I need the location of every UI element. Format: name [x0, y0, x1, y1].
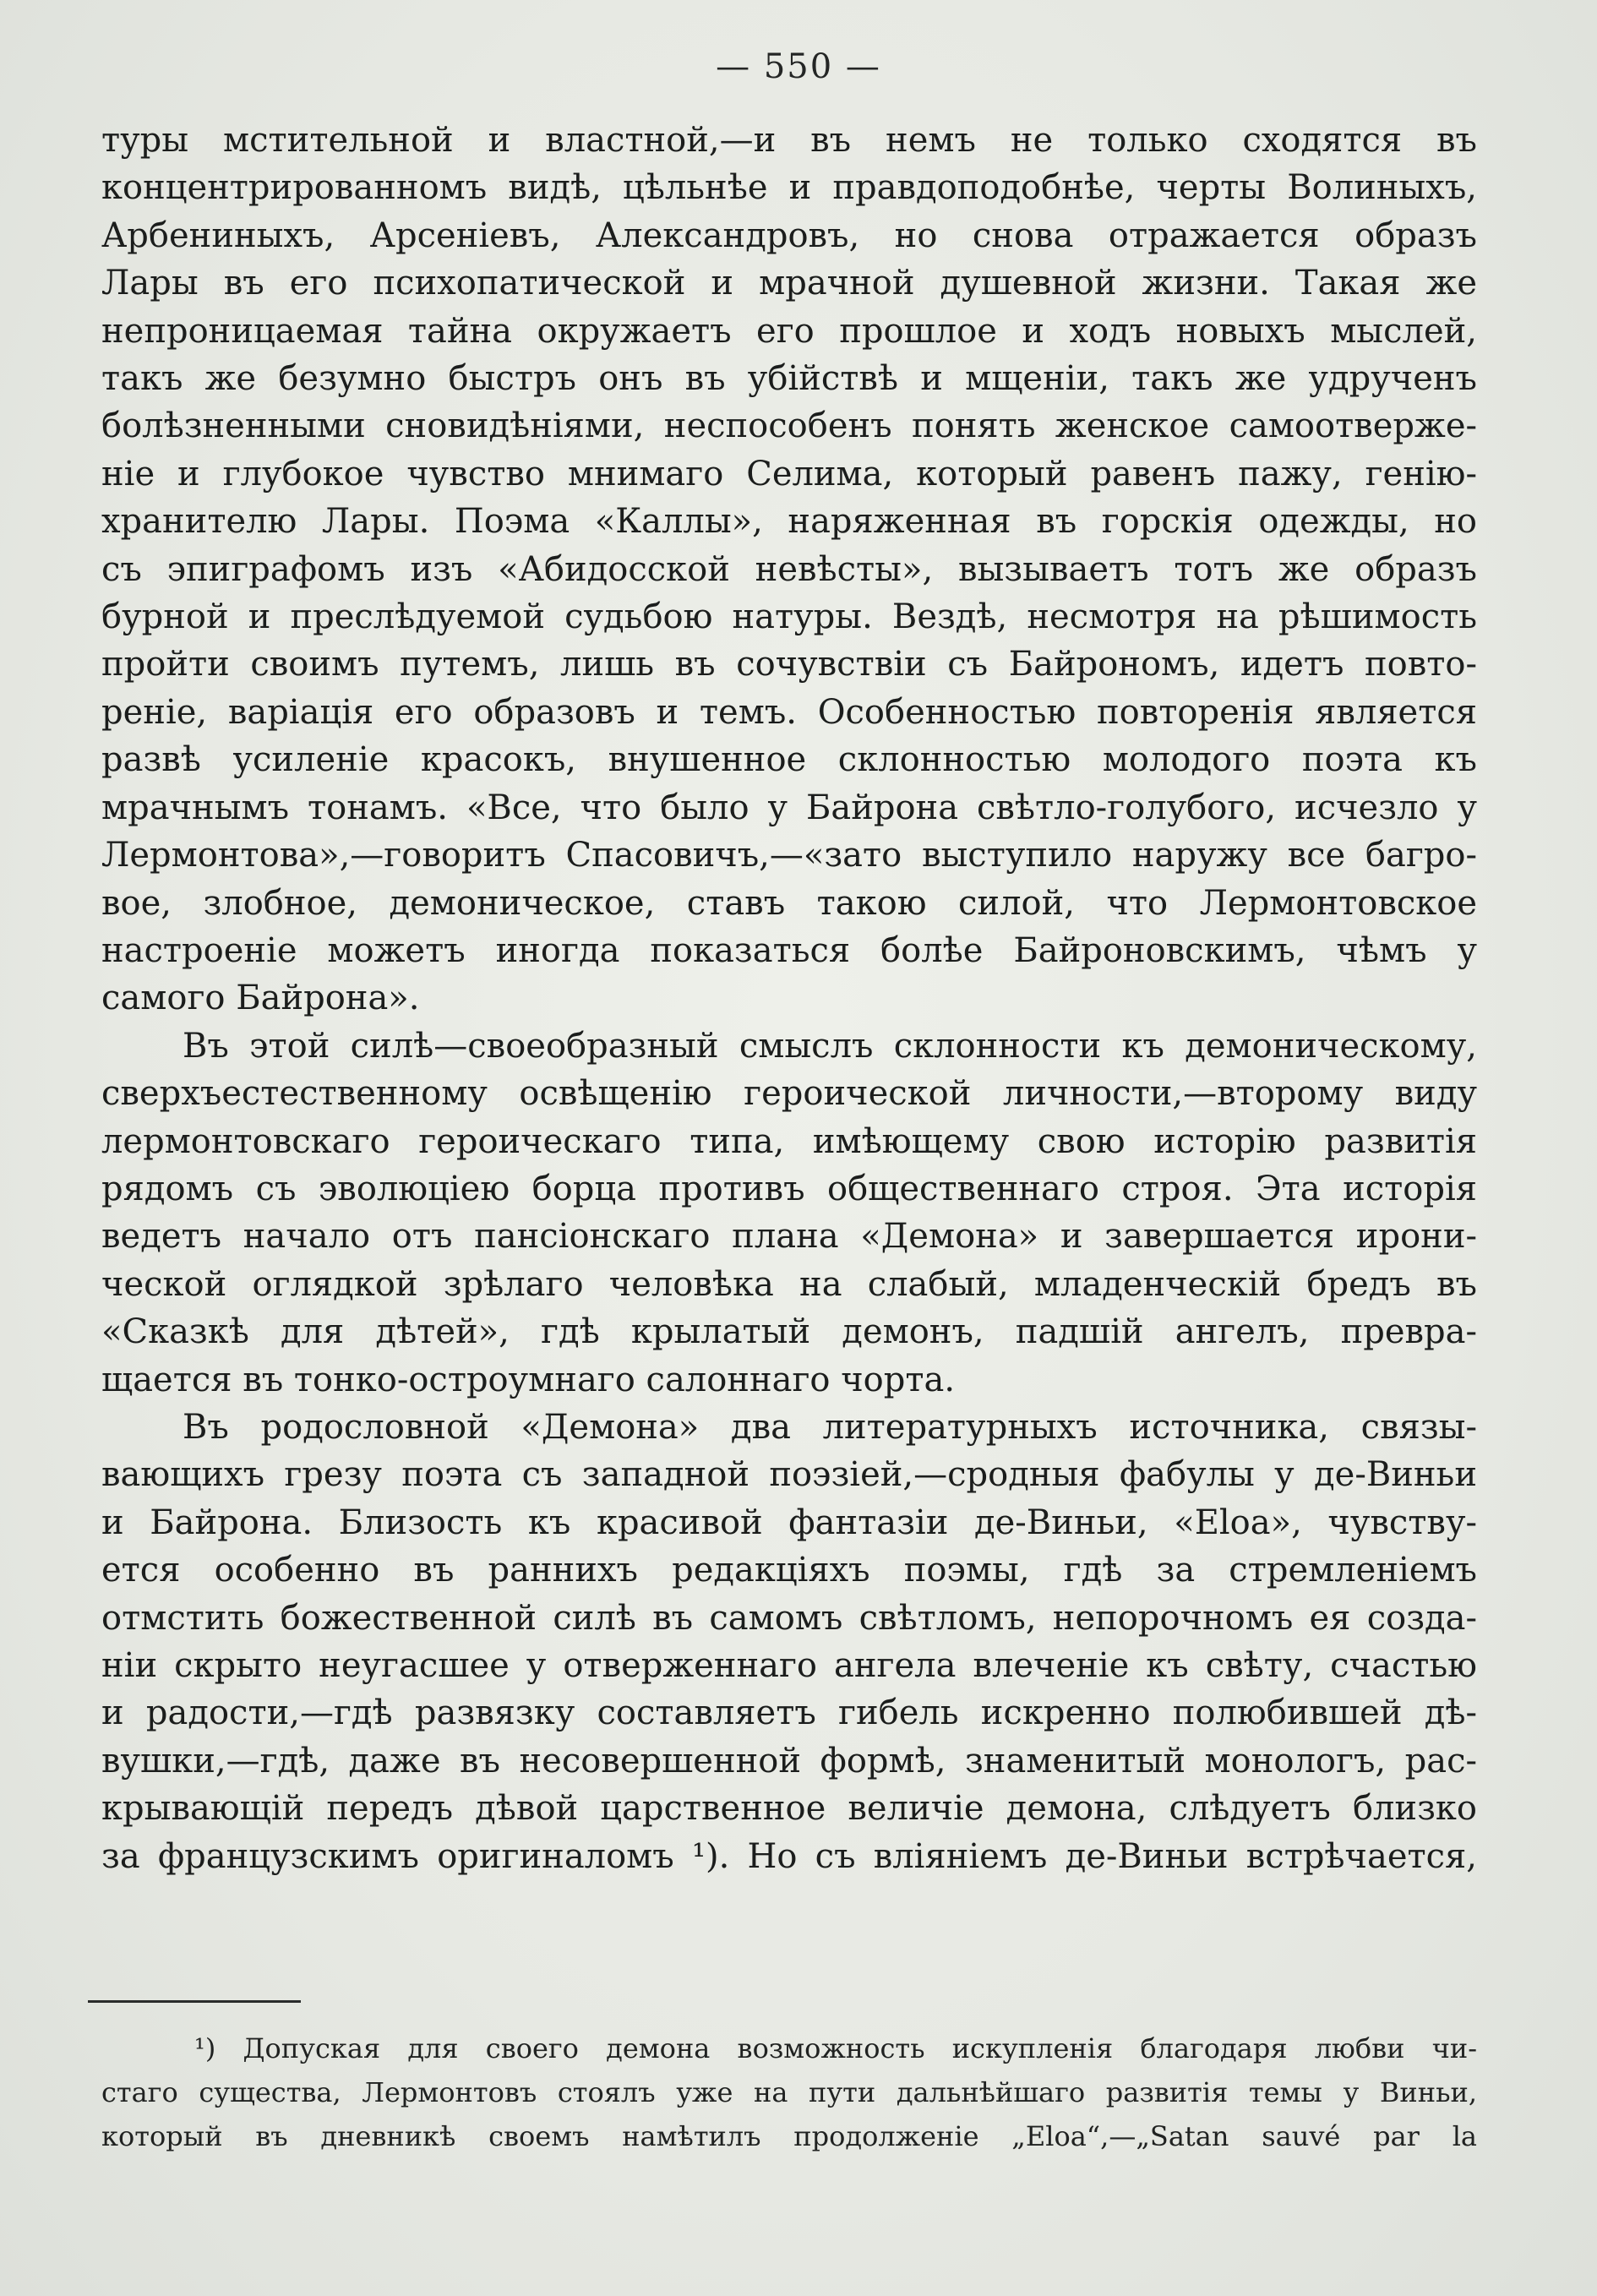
text-line: Арбениныхъ, Арсенiевъ, Александровъ, но снова отражается образъ	[101, 215, 1477, 255]
paragraph-1	[101, 117, 1477, 1023]
text-line: хранителю Лары. Поэма «Каллы», наряженная въ горскiя одежды, но	[101, 502, 1477, 542]
text-line: вающихъ грезу поэта съ западной поэзiей,—сродныя фабулы у де-Виньи	[101, 1455, 1477, 1495]
text-line: концентрированномъ видѣ, цѣльнѣе и правдоподобнѣе, черты Волиныхъ,	[101, 168, 1477, 208]
text-line: съ эпиграфомъ изъ «Абидосской невѣсты», вызываетъ тотъ же образъ	[101, 549, 1477, 589]
text-line: и Байрона. Близость къ красивой фантазiи де-Виньи, «Eloa», чувству-	[101, 1502, 1477, 1542]
paragraph-2	[101, 1023, 1477, 1404]
text-line: настроенiе можетъ иногда показаться болѣе Байроновскимъ, чѣмъ у	[101, 930, 1477, 970]
text-line: нiи скрыто неугасшее у отверженнаго ангела влеченiе къ свѣту, счастью	[101, 1646, 1477, 1685]
main-text	[101, 117, 1477, 1880]
text-line: Въ родословной «Демона» два литературныхъ источника, связы-	[183, 1407, 1477, 1447]
text-line: мрачнымъ тонамъ. «Все, что было у Байрона свѣтло-голубого, исчезло у	[101, 788, 1477, 827]
text-line: «Сказкѣ для дѣтей», гдѣ крылатый демонъ, падшiй ангелъ, превра-	[101, 1312, 1477, 1352]
text-line: непроницаемая тайна окружаетъ его прошлое и ходъ новыхъ мыслей,	[101, 311, 1477, 351]
text-line: Лермонтова»,—говоритъ Спасовичъ,—«зато выступило наружу все багро-	[101, 836, 1477, 875]
text-line: сверхъестественному освѣщенiю героической личности,—второму виду	[101, 1074, 1477, 1114]
text-line: рядомъ съ эволюцiею борца противъ общественнаго строя. Эта исторiя	[101, 1169, 1477, 1208]
text-line: Лары въ его психопатической и мрачной душевной жизни. Такая же	[101, 264, 1477, 303]
page-number: — 550 —	[716, 47, 881, 86]
paragraph-3	[101, 1404, 1477, 1880]
text-line: развѣ усиленiе красокъ, внушенное склонностью молодого поэта къ	[101, 740, 1477, 780]
text-line: туры мстительной и властной,—и въ немъ не только сходятся въ	[101, 121, 1477, 160]
text-line: Въ этой силѣ—своеобразный смыслъ склонности къ демоническому,	[183, 1026, 1477, 1066]
footnote-line: стаго существа, Лермонтовъ стоялъ уже на пути дальнѣйшаго развитiя темы у Виньи,	[101, 2076, 1477, 2108]
text-line: крывающiй передъ дѣвой царственное величiе демона, слѣдуетъ близко	[101, 1789, 1477, 1829]
text-line: пройти своимъ путемъ, лишь въ сочувствiи съ Байрономъ, идетъ повто-	[101, 645, 1477, 684]
text-line: бурной и преслѣдуемой судьбою натуры. Вездѣ, несмотря на рѣшимость	[101, 597, 1477, 637]
text-line: нiе и глубокое чувство мнимаго Селима, который равенъ пажу, генiю-	[101, 454, 1477, 494]
footnote	[101, 2026, 1477, 2158]
text-line: ренiе, варiацiя его образовъ и темъ. Особенностью повторенiя является	[101, 692, 1477, 732]
footnote-line: ¹) Допуская для своего демона возможность искупленiя благодаря любви чи-	[194, 2032, 1477, 2064]
text-line: вушки,—гдѣ, даже въ несовершенной формѣ, знаменитый монологъ, рас-	[101, 1741, 1477, 1781]
text-line: за французскимъ оригиналомъ ¹). Но съ влiянiемъ де-Виньи встрѣчается,	[101, 1836, 1477, 1876]
footnote-divider	[88, 2000, 301, 2003]
text-line: лермонтовскаго героическаго типа, имѣющему свою исторiю развитiя	[101, 1121, 1477, 1161]
text-line: и радости,—гдѣ развязку составляетъ гибель искренно полюбившей дѣ-	[101, 1693, 1477, 1733]
text-line: ется особенно въ раннихъ редакцiяхъ поэмы, гдѣ за стремленiемъ	[101, 1551, 1477, 1590]
text-line: отмстить божественной силѣ въ самомъ свѣтломъ, непорочномъ ея созда-	[101, 1598, 1477, 1638]
text-line: самого Байрона».	[101, 979, 420, 1018]
footnote-line: который въ дневникѣ своемъ намѣтилъ продолженiе „Eloa“,—„Satan sauvé par la	[101, 2120, 1477, 2152]
text-line: ческой оглядкой зрѣлаго человѣка на слабый, младенческiй бредъ въ	[101, 1264, 1477, 1304]
text-line: болѣзненными сновидѣнiями, неспособенъ понять женское самоотверже-	[101, 406, 1477, 446]
text-line: ведетъ начало отъ пансiонскаго плана «Демона» и завершается ирони-	[101, 1217, 1477, 1257]
text-line: такъ же безумно быстръ онъ въ убiйствѣ и мщенiи, такъ же удрученъ	[101, 359, 1477, 399]
text-line: щается въ тонко-остроумнаго салоннаго чорта.	[101, 1360, 956, 1399]
text-line: вое, злобное, демоническое, ставъ такою силой, что Лермонтовское	[101, 883, 1477, 923]
